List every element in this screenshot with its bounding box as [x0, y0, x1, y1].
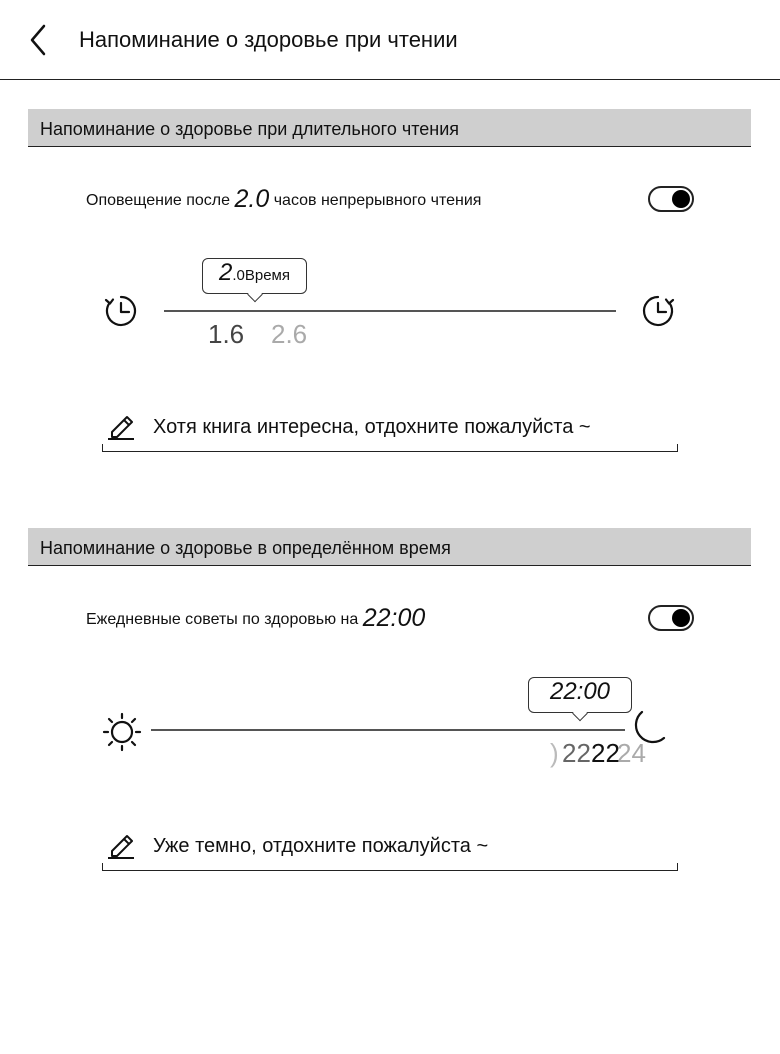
- tooltip-value-rest: .0Время: [232, 267, 290, 284]
- back-button[interactable]: [22, 18, 58, 62]
- alert-hours-value: 2.0: [234, 185, 270, 213]
- moon-icon: [628, 708, 668, 750]
- tick-label-current: 22: [591, 738, 620, 768]
- toggle-knob: [672, 190, 690, 208]
- daily-tip-setting-row: [86, 606, 425, 632]
- tooltip-value-int: 2: [219, 259, 233, 286]
- top-bar: [0, 0, 780, 80]
- tick-label-left: ): [550, 738, 559, 768]
- clock-icon: [104, 294, 138, 328]
- page-title: Напоминание о здоровье при чтении: [79, 27, 458, 52]
- reading-duration-tooltip: [202, 258, 307, 294]
- section-title: Напоминание о здоровье при длительного чтения: [40, 119, 460, 139]
- tick-label-right: 24: [617, 738, 646, 768]
- daily-time-tooltip: [528, 677, 632, 713]
- pencil-icon[interactable]: [106, 829, 136, 859]
- scheduled-message[interactable]: Уже темно, отдохните пожалуйста ~: [153, 835, 489, 857]
- daily-tip-prefix: Ежедневные советы по здоровью на: [86, 611, 359, 628]
- clock-rotate-icon: [641, 294, 675, 328]
- reading-duration-slider-track[interactable]: [164, 310, 616, 312]
- toggle-knob: [672, 609, 690, 627]
- sun-icon: [102, 712, 142, 752]
- section-header-continuous-reading: [28, 109, 751, 147]
- chevron-left-icon: [22, 18, 58, 62]
- pencil-icon[interactable]: [106, 410, 136, 440]
- section-header-scheduled: [28, 528, 751, 566]
- tick-label-mid: 22: [562, 738, 591, 768]
- tick-label-prev: 1.6: [208, 319, 245, 349]
- daily-time-slider-track[interactable]: [151, 729, 625, 731]
- daily-tip-time-value: 22:00: [362, 604, 426, 632]
- scheduled-reminder-toggle[interactable]: [648, 605, 694, 631]
- message-underline: [102, 444, 678, 452]
- tooltip-time-value: 22:00: [549, 678, 611, 705]
- alert-setting-row: [86, 187, 481, 213]
- alert-prefix: Оповещение после: [86, 192, 231, 209]
- message-underline: [102, 863, 678, 871]
- section-title: Напоминание о здоровье в определённом время: [40, 538, 451, 558]
- continuous-reading-toggle[interactable]: [648, 186, 694, 212]
- alert-suffix: часов непрерывного чтения: [273, 192, 482, 209]
- tick-label-next: 2.6: [271, 319, 308, 349]
- continuous-reading-message[interactable]: Хотя книга интересна, отдохните пожалуйста ~: [153, 416, 591, 438]
